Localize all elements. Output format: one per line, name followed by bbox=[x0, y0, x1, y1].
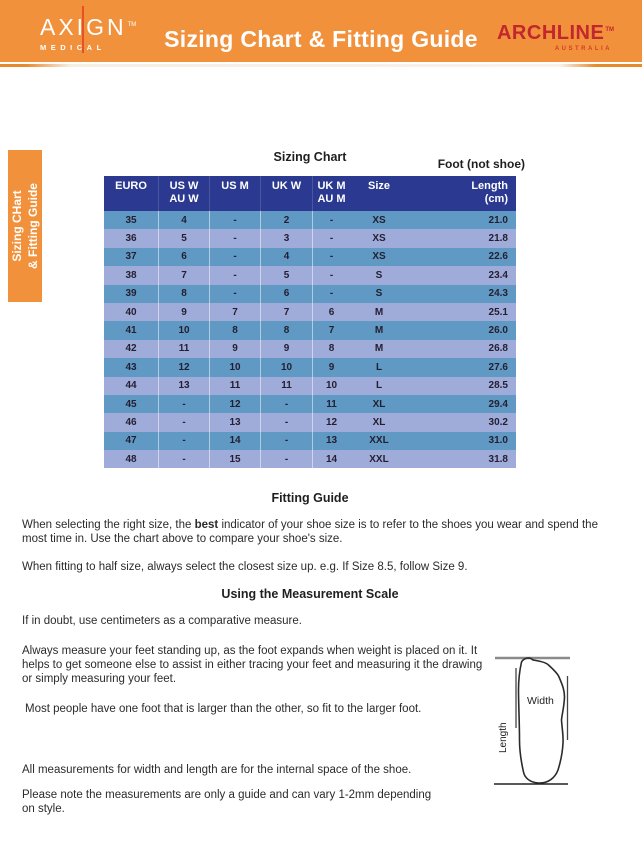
table-cell: 29.4 bbox=[488, 398, 508, 410]
axign-logo-name bbox=[40, 14, 136, 41]
table-cell: 7 bbox=[210, 303, 261, 321]
table-cell: 10 bbox=[210, 358, 261, 376]
measurement-para-5: Please note the measurements are only a guide and can vary 1-2mm depending on style. bbox=[22, 789, 432, 815]
table-row bbox=[104, 432, 516, 450]
measurement-scale-heading: Using the Measurement Scale bbox=[221, 587, 399, 601]
fitting-guide-para-1-bold: best bbox=[194, 519, 219, 531]
table-cell: 13 bbox=[159, 377, 210, 395]
table-cell: 45 bbox=[104, 395, 159, 413]
header-divider-line bbox=[0, 64, 642, 67]
table-cell: 12 bbox=[210, 395, 261, 413]
column-header-euro: EURO bbox=[104, 176, 159, 211]
table-cell: 6 bbox=[328, 306, 335, 318]
table-cell: XL bbox=[372, 398, 386, 410]
archline-logo-name bbox=[497, 22, 614, 45]
table-cell: 24.3 bbox=[488, 288, 508, 300]
table-cell: 25.1 bbox=[488, 306, 508, 318]
table-cell: 28.5 bbox=[488, 380, 508, 392]
archline-australia-logo bbox=[497, 22, 614, 52]
column-header-us-m: US M bbox=[210, 176, 261, 211]
foot-measurement-diagram bbox=[490, 648, 642, 798]
table-cell: - bbox=[159, 432, 210, 450]
table-cell: 22.6 bbox=[488, 251, 508, 263]
measurement-para-1: If in doubt, use centimeters as a comparative measure. bbox=[22, 615, 302, 627]
table-cell: 6 bbox=[159, 248, 210, 266]
table-cell: - bbox=[159, 395, 210, 413]
table-cell: 43 bbox=[104, 358, 159, 376]
table-cell: 14 bbox=[210, 432, 261, 450]
table-cell: 4 bbox=[159, 211, 210, 229]
axign-logo-subtext: MEDICAL bbox=[40, 43, 106, 52]
sizing-chart-heading: Sizing Chart bbox=[273, 150, 347, 164]
table-row bbox=[104, 211, 516, 229]
table-cell: XXL bbox=[369, 435, 389, 447]
fitting-guide-para-1-pre: When selecting the right size, the bbox=[22, 519, 195, 531]
table-cell: 12 bbox=[159, 358, 210, 376]
measurement-para-3: Most people have one foot that is larger than the other, so fit to the larger foot. bbox=[25, 703, 422, 715]
table-row bbox=[104, 358, 516, 376]
table-cell: 7 bbox=[159, 266, 210, 284]
table-cell: 31.0 bbox=[488, 435, 508, 447]
table-row bbox=[104, 377, 516, 395]
table-cell: - bbox=[261, 432, 313, 450]
table-cell: 35 bbox=[104, 211, 159, 229]
fitting-guide-para-2: When fitting to half size, always select the closest size up. e.g. If Size 8.5, follow Size 9. bbox=[22, 561, 468, 573]
measurement-para-4: All measurements for width and length are for the internal space of the shoe. bbox=[22, 764, 412, 776]
table-cell: 10 bbox=[159, 321, 210, 339]
table-cell: 15 bbox=[210, 450, 261, 468]
table-cell: 2 bbox=[261, 211, 313, 229]
table-cell: 8 bbox=[159, 285, 210, 303]
table-cell: 4 bbox=[261, 248, 313, 266]
table-cell: - bbox=[261, 395, 313, 413]
table-cell: 27.6 bbox=[488, 361, 508, 373]
table-cell: L bbox=[375, 361, 383, 373]
table-cell: 11 bbox=[210, 377, 261, 395]
table-cell: 41 bbox=[104, 321, 159, 339]
table-cell: 38 bbox=[104, 266, 159, 284]
table-cell: 37 bbox=[104, 248, 159, 266]
table-row bbox=[104, 285, 516, 303]
table-cell: - bbox=[210, 266, 261, 284]
table-cell: - bbox=[329, 269, 334, 281]
table-cell: - bbox=[210, 211, 261, 229]
table-cell: 26.8 bbox=[488, 343, 508, 355]
table-cell: 26.0 bbox=[488, 325, 508, 337]
archline-logo-subtext: AUSTRALIA bbox=[554, 46, 612, 52]
table-cell: - bbox=[329, 288, 334, 300]
table-cell: 47 bbox=[104, 432, 159, 450]
fitting-guide-para-1 bbox=[22, 518, 618, 546]
table-cell: XS bbox=[372, 233, 386, 245]
header-band bbox=[0, 0, 642, 62]
table-cell: - bbox=[210, 285, 261, 303]
table-row bbox=[104, 321, 516, 339]
side-tab-line2: & Fitting Guide bbox=[26, 183, 40, 269]
table-cell: - bbox=[329, 251, 334, 263]
sizing-chart-table bbox=[104, 176, 516, 468]
table-cell: - bbox=[210, 248, 261, 266]
table-row bbox=[104, 413, 516, 431]
table-cell: 8 bbox=[210, 321, 261, 339]
table-cell: 11 bbox=[326, 398, 337, 410]
table-cell: 10 bbox=[261, 358, 313, 376]
table-cell: 6 bbox=[261, 285, 313, 303]
table-row bbox=[104, 248, 516, 266]
table-row bbox=[104, 266, 516, 284]
fitting-guide-heading: Fitting Guide bbox=[271, 491, 349, 505]
side-tab-label bbox=[8, 150, 42, 302]
column-header-uk-m: UK M AU M bbox=[317, 180, 346, 205]
table-cell: 5 bbox=[159, 229, 210, 247]
table-cell: 8 bbox=[261, 321, 313, 339]
table-cell: 9 bbox=[210, 340, 261, 358]
table-cell: 11 bbox=[261, 377, 313, 395]
table-cell: 36 bbox=[104, 229, 159, 247]
table-cell: M bbox=[374, 306, 384, 318]
table-cell: XL bbox=[372, 416, 386, 428]
width-label: Width bbox=[527, 695, 554, 707]
table-cell: 7 bbox=[328, 325, 335, 337]
table-cell: 13 bbox=[325, 435, 338, 447]
table-cell: 12 bbox=[325, 416, 338, 428]
table-cell: M bbox=[374, 325, 384, 337]
axign-logo-text: AXIGN bbox=[40, 14, 127, 40]
archline-logo-text: ARCHLINE bbox=[496, 22, 605, 44]
table-cell: 42 bbox=[104, 340, 159, 358]
table-cell: 10 bbox=[325, 380, 338, 392]
measurement-para-2: Always measure your feet standing up, as the foot expands when weight is placed on it. It helps to get someone else to assist in either tracing your feet and measuring it the drawing or simply measuring your feet. bbox=[22, 645, 483, 685]
table-cell: 7 bbox=[261, 303, 313, 321]
column-header-uk-w: UK W bbox=[261, 176, 313, 211]
table-cell: 39 bbox=[104, 285, 159, 303]
table-cell: S bbox=[375, 269, 383, 281]
table-cell: 9 bbox=[328, 361, 335, 373]
table-cell: 21.8 bbox=[488, 233, 508, 245]
table-row bbox=[104, 395, 516, 413]
table-cell: 46 bbox=[104, 413, 159, 431]
table-cell: 30.2 bbox=[488, 416, 508, 428]
side-tab bbox=[8, 150, 42, 302]
table-cell: XS bbox=[372, 214, 386, 226]
table-cell: - bbox=[159, 413, 210, 431]
foot-outline bbox=[519, 658, 565, 783]
table-body bbox=[104, 211, 516, 468]
table-cell: 3 bbox=[261, 229, 313, 247]
table-cell: S bbox=[375, 288, 383, 300]
table-cell: - bbox=[329, 214, 334, 226]
table-cell: 31.8 bbox=[488, 453, 508, 465]
table-cell: 11 bbox=[159, 340, 210, 358]
column-header-length: Length (cm) bbox=[471, 180, 508, 205]
table-cell: - bbox=[159, 450, 210, 468]
side-tab-line1: Sizing CHart bbox=[10, 190, 24, 262]
foot-not-shoe-label: Foot (not shoe) bbox=[437, 157, 525, 171]
axign-trademark: TM bbox=[127, 22, 137, 29]
table-row bbox=[104, 450, 516, 468]
table-cell: XXL bbox=[369, 453, 389, 465]
table-cell: 23.4 bbox=[488, 269, 508, 281]
table-cell: 44 bbox=[104, 377, 159, 395]
table-cell: - bbox=[261, 413, 313, 431]
table-cell: 8 bbox=[328, 343, 335, 355]
table-row bbox=[104, 340, 516, 358]
page-title: Sizing Chart & Fitting Guide bbox=[164, 26, 478, 52]
archline-trademark: TM bbox=[605, 27, 614, 34]
table-header-row bbox=[104, 176, 516, 211]
table-row bbox=[104, 229, 516, 247]
axign-medical-logo bbox=[40, 14, 136, 52]
table-row bbox=[104, 303, 516, 321]
table-cell: 40 bbox=[104, 303, 159, 321]
table-cell: 48 bbox=[104, 450, 159, 468]
table-cell: - bbox=[329, 233, 334, 245]
table-cell: 5 bbox=[261, 266, 313, 284]
table-cell: 21.0 bbox=[488, 214, 508, 226]
table-cell: 14 bbox=[325, 453, 338, 465]
fitting-guide-para-1-post: indicator of your shoe size is to refer to the shoes you wear and spend the most time in. Use the chart above to compare your shoe's size. bbox=[22, 519, 598, 545]
table-cell: 13 bbox=[210, 413, 261, 431]
table-cell: XS bbox=[372, 251, 386, 263]
table-cell: M bbox=[374, 343, 384, 355]
table-cell: 9 bbox=[159, 303, 210, 321]
length-label: Length bbox=[498, 722, 509, 753]
table-cell: - bbox=[210, 229, 261, 247]
table-cell: L bbox=[375, 380, 383, 392]
column-header-us-w: US W AU W bbox=[159, 176, 210, 211]
table-cell: 9 bbox=[261, 340, 313, 358]
table-cell: - bbox=[261, 450, 313, 468]
column-header-size: Size bbox=[367, 180, 390, 192]
